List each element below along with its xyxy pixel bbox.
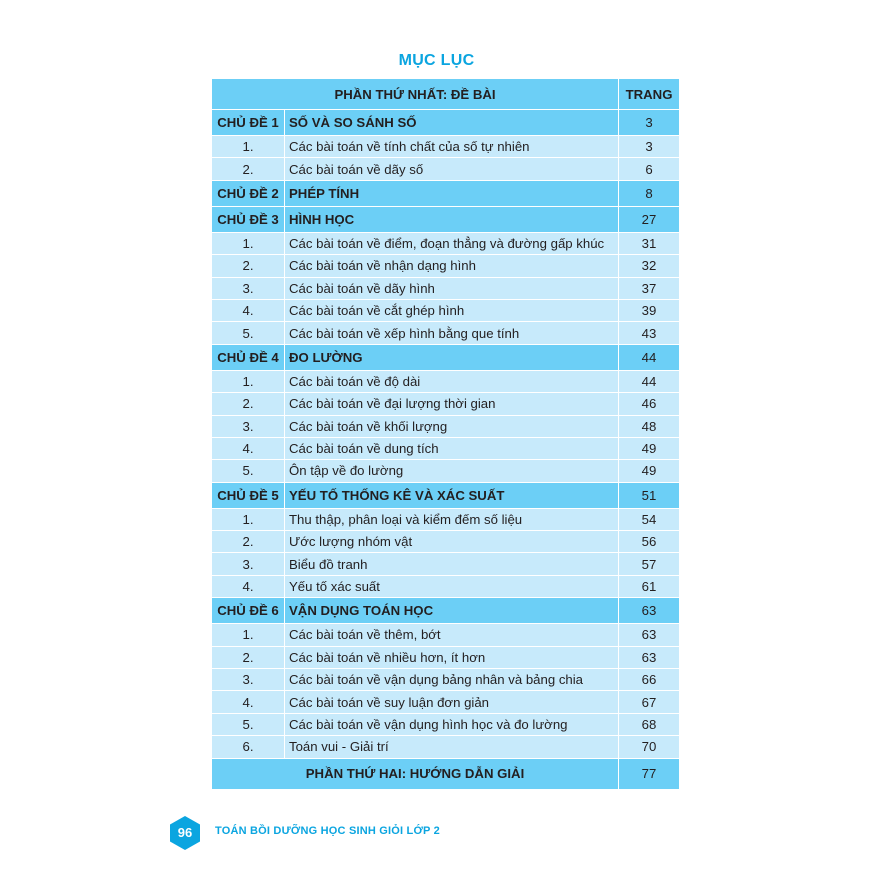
item-page: 44 xyxy=(619,370,680,392)
item-page: 3 xyxy=(619,136,680,158)
toc-item-row xyxy=(212,553,680,575)
item-label: Toán vui - Giải trí xyxy=(285,736,619,758)
page-title: MỤC LỤC xyxy=(398,52,475,69)
part-one-label: PHẦN THỨ NHẤT: ĐỀ BÀI xyxy=(212,79,619,110)
item-page: 43 xyxy=(619,322,680,344)
item-number: 1. xyxy=(212,508,285,530)
item-page: 49 xyxy=(619,437,680,459)
toc-item-row xyxy=(212,624,680,646)
chapter-name: ĐO LƯỜNG xyxy=(285,344,619,370)
item-label: Các bài toán về đại lượng thời gian xyxy=(285,393,619,415)
item-page: 61 xyxy=(619,575,680,597)
item-number: 5. xyxy=(212,713,285,735)
chapter-page: 3 xyxy=(619,110,680,136)
item-number: 4. xyxy=(212,299,285,321)
item-label: Các bài toán về độ dài xyxy=(285,370,619,392)
toc-item-row xyxy=(212,393,680,415)
item-label: Các bài toán về điểm, đoạn thẳng và đường gấp khúc xyxy=(285,232,619,254)
item-page: 66 xyxy=(619,669,680,691)
toc-item-row xyxy=(212,299,680,321)
table-of-contents xyxy=(211,78,680,790)
item-label: Ước lượng nhóm vật xyxy=(285,531,619,553)
item-number: 2. xyxy=(212,646,285,668)
part-two-label: PHẦN THỨ HAI: HƯỚNG DẪN GIẢI xyxy=(212,758,619,789)
page-column-header: TRANG xyxy=(619,79,680,110)
chapter-page: 51 xyxy=(619,482,680,508)
item-number: 3. xyxy=(212,553,285,575)
item-label: Các bài toán về dãy hình xyxy=(285,277,619,299)
part-one-header-row xyxy=(212,79,680,110)
item-label: Các bài toán về cắt ghép hình xyxy=(285,299,619,321)
item-label: Các bài toán về vận dụng bảng nhân và bảng chia xyxy=(285,669,619,691)
toc-item-row xyxy=(212,713,680,735)
item-number: 4. xyxy=(212,437,285,459)
part-two-row xyxy=(212,758,680,789)
chapter-name: SỐ VÀ SO SÁNH SỐ xyxy=(285,110,619,136)
item-label: Các bài toán về nhiều hơn, ít hơn xyxy=(285,646,619,668)
item-number: 2. xyxy=(212,158,285,180)
item-number: 6. xyxy=(212,736,285,758)
chapter-row xyxy=(212,598,680,624)
chapter-row xyxy=(212,482,680,508)
chapter-id: CHỦ ĐỀ 4 xyxy=(212,344,285,370)
item-label: Thu thập, phân loại và kiểm đếm số liệu xyxy=(285,508,619,530)
toc-item-row xyxy=(212,437,680,459)
chapter-page: 8 xyxy=(619,180,680,206)
chapter-name: HÌNH HỌC xyxy=(285,206,619,232)
item-label: Các bài toán về tính chất của số tự nhiên xyxy=(285,136,619,158)
chapter-id: CHỦ ĐỀ 1 xyxy=(212,110,285,136)
toc-item-row xyxy=(212,691,680,713)
item-page: 63 xyxy=(619,646,680,668)
toc-item-row xyxy=(212,277,680,299)
item-page: 67 xyxy=(619,691,680,713)
chapter-name: YẾU TỐ THỐNG KÊ VÀ XÁC SUẤT xyxy=(285,482,619,508)
chapter-page: 63 xyxy=(619,598,680,624)
item-page: 70 xyxy=(619,736,680,758)
chapter-page: 27 xyxy=(619,206,680,232)
toc-item-row xyxy=(212,669,680,691)
item-page: 32 xyxy=(619,255,680,277)
item-label: Các bài toán về dãy số xyxy=(285,158,619,180)
item-number: 2. xyxy=(212,531,285,553)
item-number: 1. xyxy=(212,370,285,392)
chapter-id: CHỦ ĐỀ 6 xyxy=(212,598,285,624)
toc-item-row xyxy=(212,136,680,158)
item-number: 4. xyxy=(212,691,285,713)
toc-item-row xyxy=(212,158,680,180)
toc-item-row xyxy=(212,460,680,482)
item-page: 63 xyxy=(619,624,680,646)
item-number: 2. xyxy=(212,255,285,277)
item-number: 3. xyxy=(212,277,285,299)
item-label: Các bài toán về suy luận đơn giản xyxy=(285,691,619,713)
item-number: 3. xyxy=(212,669,285,691)
chapter-row xyxy=(212,344,680,370)
item-label: Yếu tố xác suất xyxy=(285,575,619,597)
item-page: 57 xyxy=(619,553,680,575)
item-number: 1. xyxy=(212,136,285,158)
item-number: 4. xyxy=(212,575,285,597)
toc-item-row xyxy=(212,508,680,530)
item-label: Các bài toán về nhận dạng hình xyxy=(285,255,619,277)
chapter-name: VẬN DỤNG TOÁN HỌC xyxy=(285,598,619,624)
part-two-page: 77 xyxy=(619,758,680,789)
toc-item-row xyxy=(212,322,680,344)
item-label: Các bài toán về khối lượng xyxy=(285,415,619,437)
toc-item-row xyxy=(212,255,680,277)
item-page: 48 xyxy=(619,415,680,437)
chapter-id: CHỦ ĐỀ 5 xyxy=(212,482,285,508)
item-number: 1. xyxy=(212,624,285,646)
chapter-page: 44 xyxy=(619,344,680,370)
toc-item-row xyxy=(212,415,680,437)
item-page: 68 xyxy=(619,713,680,735)
chapter-id: CHỦ ĐỀ 3 xyxy=(212,206,285,232)
chapter-name: PHÉP TÍNH xyxy=(285,180,619,206)
item-page: 54 xyxy=(619,508,680,530)
toc-item-row xyxy=(212,736,680,758)
chapter-row xyxy=(212,110,680,136)
item-label: Các bài toán về xếp hình bằng que tính xyxy=(285,322,619,344)
item-number: 3. xyxy=(212,415,285,437)
toc-item-row xyxy=(212,575,680,597)
item-label: Biểu đồ tranh xyxy=(285,553,619,575)
item-page: 49 xyxy=(619,460,680,482)
toc-item-row xyxy=(212,646,680,668)
item-label: Ôn tập về đo lường xyxy=(285,460,619,482)
item-page: 31 xyxy=(619,232,680,254)
item-page: 37 xyxy=(619,277,680,299)
item-label: Các bài toán về dung tích xyxy=(285,437,619,459)
toc-item-row xyxy=(212,370,680,392)
toc-item-row xyxy=(212,531,680,553)
item-page: 6 xyxy=(619,158,680,180)
item-page: 56 xyxy=(619,531,680,553)
toc-body xyxy=(212,79,680,790)
item-number: 5. xyxy=(212,322,285,344)
item-page: 46 xyxy=(619,393,680,415)
item-number: 5. xyxy=(212,460,285,482)
toc-item-row xyxy=(212,232,680,254)
item-number: 2. xyxy=(212,393,285,415)
chapter-row xyxy=(212,206,680,232)
chapter-id: CHỦ ĐỀ 2 xyxy=(212,180,285,206)
page-number: 96 xyxy=(177,825,193,840)
chapter-row xyxy=(212,180,680,206)
item-label: Các bài toán về vận dụng hình học và đo lường xyxy=(285,713,619,735)
item-page: 39 xyxy=(619,299,680,321)
item-number: 1. xyxy=(212,232,285,254)
item-label: Các bài toán về thêm, bớt xyxy=(285,624,619,646)
book-title: TOÁN BỒI DƯỠNG HỌC SINH GIỎI LỚP 2 xyxy=(215,825,440,837)
